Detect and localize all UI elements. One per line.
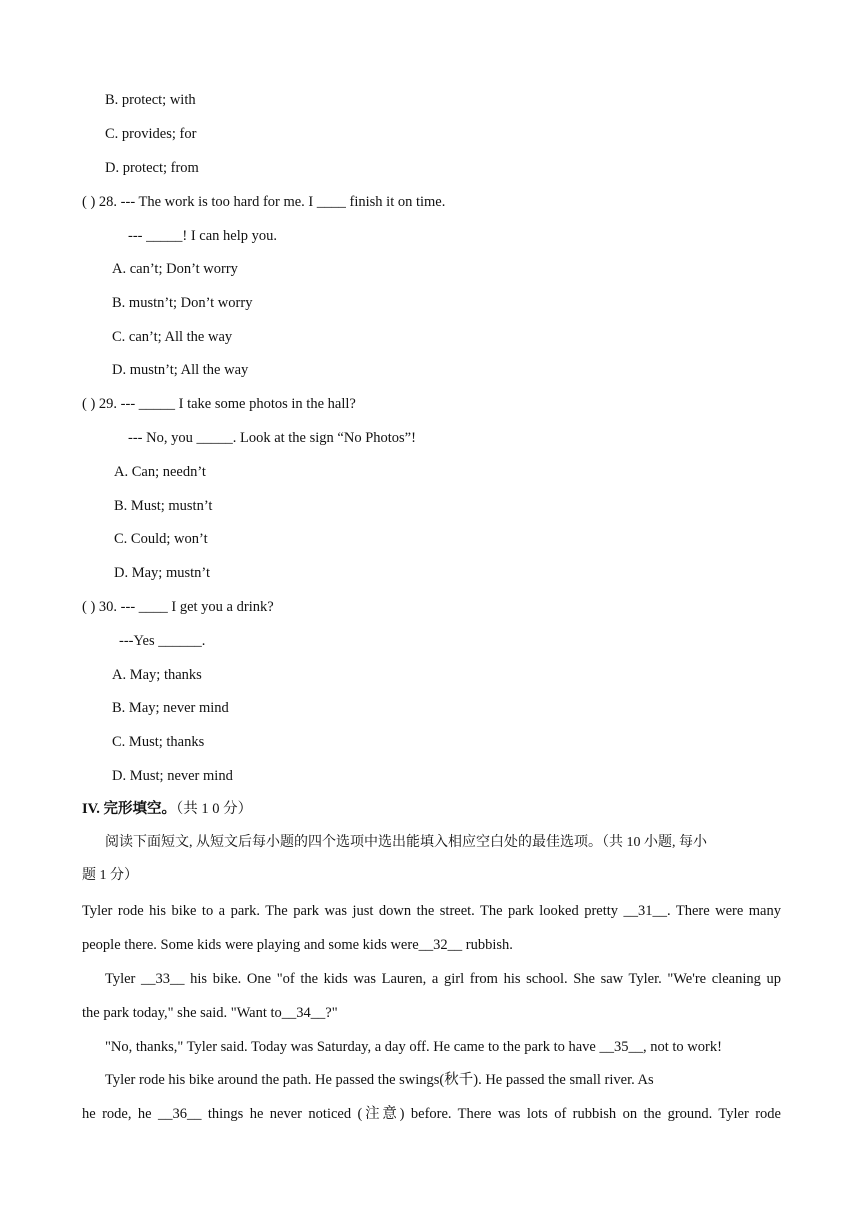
option-29-c: C. Could; won’t: [114, 531, 208, 547]
option-29-b: B. Must; mustn’t: [114, 498, 213, 514]
option-28-a: A. can’t; Don’t worry: [112, 261, 238, 277]
passage-line-5: "No, thanks," Tyler said. Today was Saturday, a day off. He came to the park to have __35__, not to work!: [105, 1039, 722, 1055]
section-heading: [82, 799, 252, 819]
section-score: （共 1 0 分）: [176, 801, 253, 817]
option-28-c: C. can’t; All the way: [112, 329, 233, 345]
option-29-d: D. May; mustn’t: [114, 565, 210, 581]
option-27-b: B. protect; with: [105, 92, 196, 108]
option-28-d: D. mustn’t; All the way: [112, 362, 249, 378]
question-30: ( ) 30. --- ____ I get you a drink?: [82, 599, 274, 615]
option-30-d: D. Must; never mind: [112, 768, 233, 784]
passage-line-4: the park today," she said. "Want to__34__?": [82, 1005, 338, 1021]
question-29: ( ) 29. --- _____ I take some photos in the hall?: [82, 396, 356, 412]
question-28: ( ) 28. --- The work is too hard for me. I ____ finish it on time.: [82, 194, 446, 210]
option-30-b: B. May; never mind: [112, 700, 229, 716]
passage-line-3: Tyler __33__ his bike. One "of the kids was Lauren, a girl from his school. She saw Tyler. "We're cleaning up: [105, 971, 781, 987]
passage-line-7: he rode, he __36__ things he never noticed (注意) before. There was lots of rubbish on the ground. Tyler rode: [82, 1106, 781, 1122]
question-28-reply: --- _____! I can help you.: [128, 228, 277, 244]
option-27-c: C. provides; for: [105, 126, 197, 142]
question-29-reply: --- No, you _____. Look at the sign “No Photos”!: [128, 430, 416, 446]
section-title: IV. 完形填空。: [82, 801, 176, 817]
passage-line-2: people there. Some kids were playing and some kids were__32__ rubbish.: [82, 937, 513, 953]
section-instruction-2: 题 1 分）: [82, 868, 138, 883]
option-30-a: A. May; thanks: [112, 667, 202, 683]
option-28-b: B. mustn’t; Don’t worry: [112, 295, 253, 311]
question-30-reply: ---Yes ______.: [119, 633, 206, 649]
passage-line-6: Tyler rode his bike around the path. He passed the swings(秋千). He passed the small river. As: [105, 1072, 654, 1088]
option-27-d: D. protect; from: [105, 160, 199, 176]
option-30-c: C. Must; thanks: [112, 734, 205, 750]
passage-line-1: Tyler rode his bike to a park. The park was just down the street. The park looked pretty __31__. There were many: [82, 903, 781, 919]
section-instruction-1: 阅读下面短文, 从短文后每小题的四个选项中选出能填入相应空白处的最佳选项。（共 10 小题, 每小: [105, 835, 707, 850]
option-29-a: A. Can; needn’t: [114, 464, 206, 480]
